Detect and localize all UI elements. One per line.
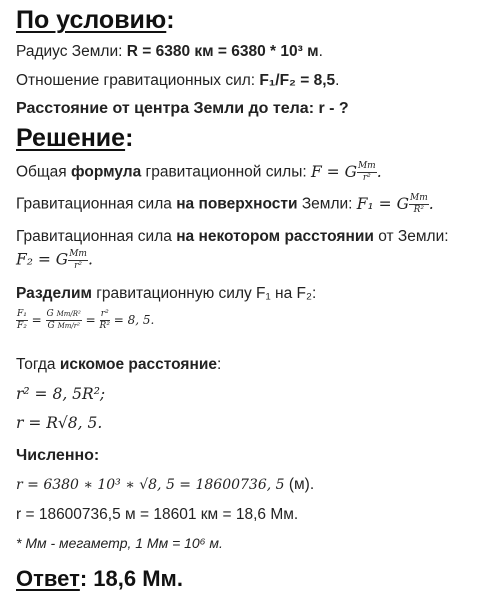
surface-force-line: Гравитационная сила на поверхности Земли: F₁ = G $\frac{Mm}{\text{R²}}$ .: [16, 193, 434, 215]
ratio-line: Отношение гравитационных сил: F₁/F₂ = 8,5.: [16, 72, 340, 89]
megameter-note: * Мм - мегаметр, 1 Мм = 10⁶ м.: [16, 535, 223, 551]
numeric-heading: Численно:: [16, 447, 100, 464]
then-line: Тогда искомое расстояние:: [16, 356, 222, 373]
answer-line: Ответ: 18,6 Мм.: [16, 566, 183, 591]
question-line: Расстояние от центра Земли до тела: r - ?: [16, 100, 349, 117]
distance-force-expr: F₂ = G $\frac{Mm}{\text{r²}}$ .: [16, 249, 93, 271]
surface-force-expr: F₁ = G $\frac{Mm}{\text{R²}}$ .: [356, 193, 434, 215]
general-formula-expr: F = G $\frac{Mm}{\text{r²}}$ .: [310, 161, 382, 183]
distance-force-line: Гравитационная сила на некотором расстоянии от Земли:: [16, 228, 449, 245]
divide-line: Разделим гравитационную силу F₁ на F₂:: [16, 285, 317, 302]
general-formula-line: Общая формула гравитационной силы: F = G $\frac{Mm}{\text{r²}}$ .: [16, 161, 382, 183]
ratio-expr: $\frac{\text{F₁}}{\text{F₂}}$ = $\frac{\text{G Mm/R²}}{\text{G Mm/r²}}$ = $\frac{\text{r²}}{\text{R²}}$ = 8, 5.: [17, 309, 155, 331]
given-heading: По условию:: [16, 6, 175, 34]
numeric-result: r = 18600736,5 м = 18601 км = 18,6 Мм.: [16, 506, 299, 523]
r-squared-expr: r² = 8, 5R²;: [16, 385, 106, 403]
r-expr: r = R√8, 5.: [16, 414, 103, 432]
solution-heading: Решение:: [16, 124, 134, 152]
numeric-expr-line: r = 6380 ∗ 10³ ∗ √8, 5 = 18600736, 5 (м).: [16, 476, 315, 493]
radius-line: Радиус Земли: R = 6380 км = 6380 * 10³ м.: [16, 43, 323, 60]
